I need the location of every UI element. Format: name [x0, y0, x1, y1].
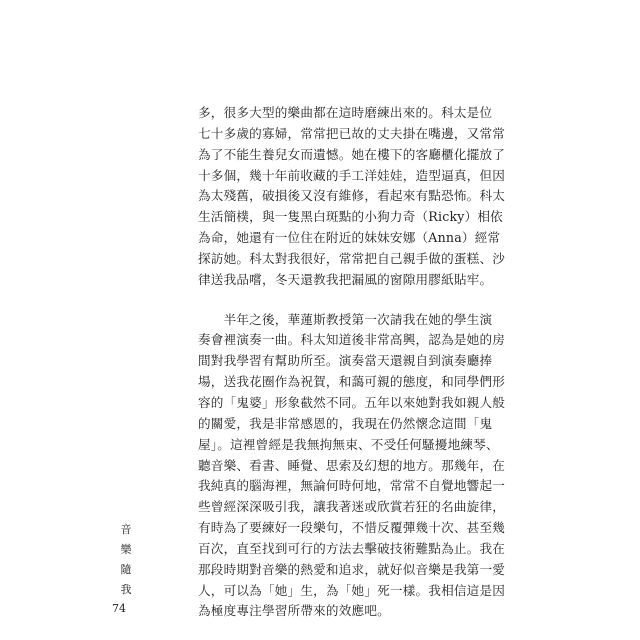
- text-line: 十多個，幾十年前收藏的手工洋娃娃，造型逼真，但因: [198, 167, 506, 183]
- text-line: 為極度專注學習所帶來的效應吧。: [198, 603, 390, 619]
- paragraph-2: [198, 310, 506, 623]
- text-line: 百次，直至找到可行的方法去擊破技術難點為止。我在: [198, 540, 506, 556]
- page-number: 74: [112, 602, 126, 615]
- paragraph-1: [198, 103, 506, 291]
- text-line: 探訪她。科太對我很好，常常把自己親手做的蛋糕、沙: [198, 250, 506, 266]
- text-line: 屋」。這裡曾經是我無拘無束、不受任何騷擾地練琴、: [198, 436, 499, 452]
- running-head-char: 音: [120, 523, 132, 536]
- text-line: 間對我學習有幫助所至。演奏當天還親自到演奏廳捧: [198, 353, 493, 369]
- text-line: 為太殘舊，破損後又沒有維修，看起來有點恐怖。科太: [198, 188, 506, 204]
- text-line: 有時為了要練好一段樂句，不惜反覆彈幾十次、甚至幾: [198, 520, 506, 536]
- text-line: 生活簡樸，與一隻黑白斑點的小狗力奇（Ricky）相依: [198, 209, 503, 225]
- text-line: 人，可以為「她」生，為「她」死一樣。我相信這是因: [198, 582, 506, 598]
- text-line: 些曾經深深吸引我，讓我著迷或欣賞若狂的名曲旋律，: [198, 499, 506, 515]
- body-text: [198, 103, 506, 622]
- running-head-char: 隨: [120, 563, 132, 576]
- text-line: 奏會裡演奏一曲。科太知道後非常高興，認為是她的房: [198, 332, 506, 348]
- text-line: 容的「鬼婆」形象截然不同。五年以來她對我如親人般: [198, 394, 506, 410]
- text-line: 那段時期對音樂的熱愛和追求，就好似音樂是我第一愛: [198, 561, 506, 577]
- running-head-char: 樂: [120, 543, 132, 556]
- running-head-char: 我: [120, 583, 132, 596]
- running-head: [119, 520, 133, 600]
- text-line: 的關愛，我是非常感恩的，我現在仍然懷念這間「鬼: [198, 415, 493, 431]
- text-line: 半年之後，華蓮斯教授第一次請我在她的學生演: [198, 311, 493, 327]
- text-line: 為了不能生養兒女而遺憾。她在樓下的客廳櫃化擺放了: [198, 146, 506, 162]
- text-line: 多，很多大型的樂曲都在這時磨練出來的。科太是位: [198, 105, 493, 120]
- text-line: 我純真的腦海裡，無論何時何地，常常不自覺地響起一: [198, 478, 506, 494]
- text-line: 律送我品嚐，冬天還教我把漏風的窗隙用膠紙貼牢。: [198, 271, 493, 287]
- text-line: 七十多歲的寡婦，常常把已故的丈夫掛在嘴邊，又常常: [198, 125, 506, 141]
- text-line: 聽音樂、看書、睡覺、思索及幻想的地方。那幾年，在: [198, 457, 506, 473]
- text-line: 場，送我花圈作為祝賀，和藹可親的態度，和同學們形: [198, 374, 506, 390]
- text-line: 為命，她還有一位住在附近的妹妹安娜（Anna）經常: [198, 230, 501, 246]
- paragraph-spacer: [198, 291, 476, 310]
